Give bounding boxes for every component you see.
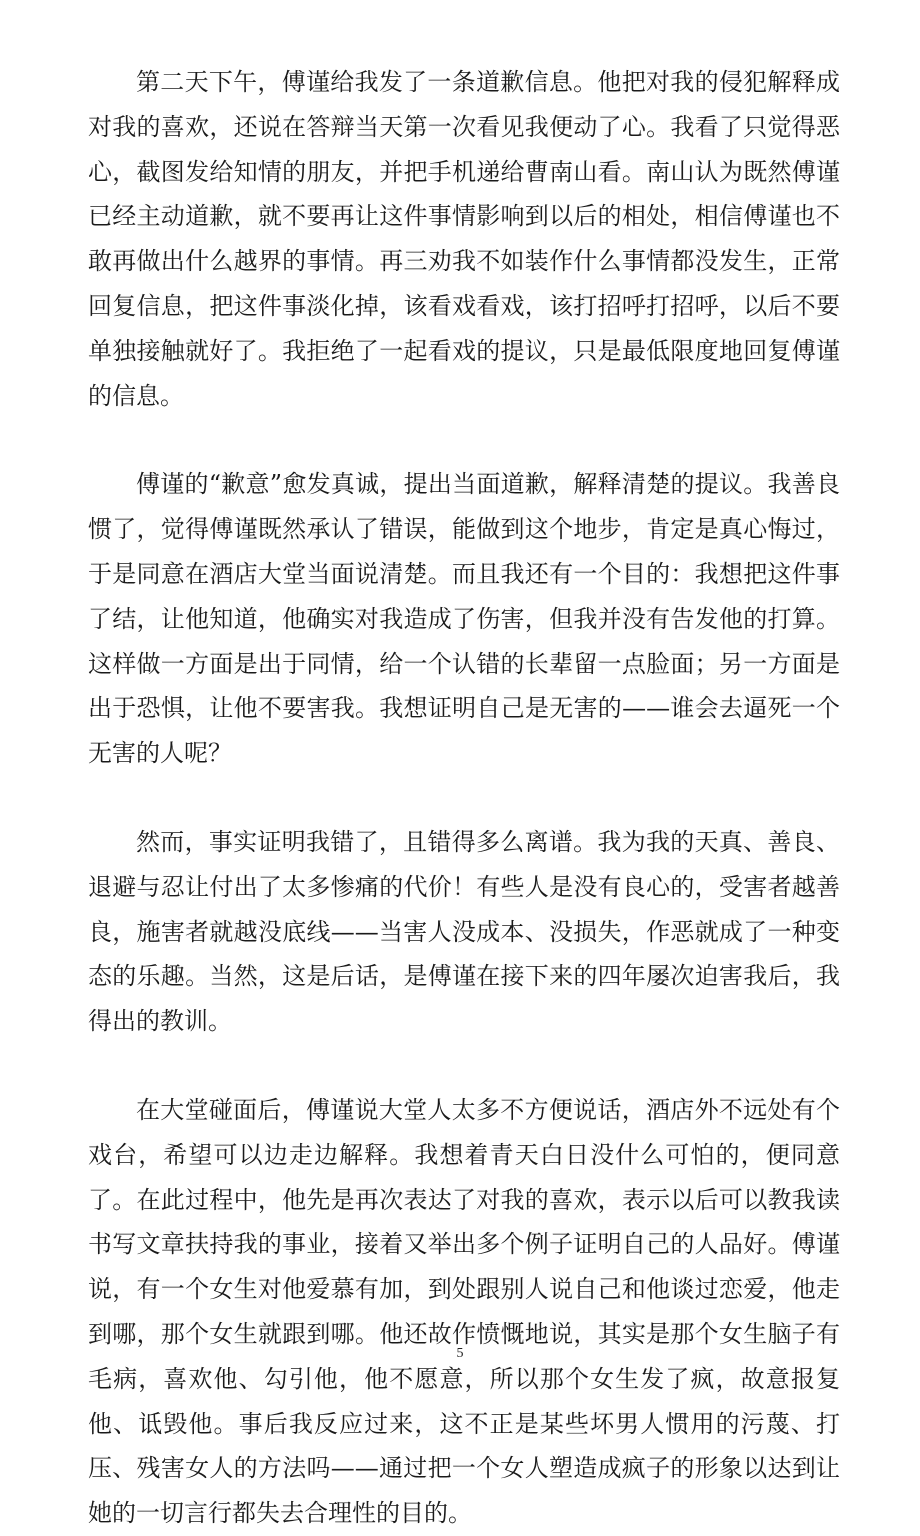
page-number: 5 xyxy=(456,1346,464,1361)
paragraph: 然而，事实证明我错了，且错得多么离谱。我为我的天真、善良、退避与忍让付出了太多惨痛的代价！有些人是没有良心的，受害者越善良，施害者就越没底线——当害人没成本、没损失，作恶就成了一种变态的乐趣。当然，这是后话，是傅谨在接下来的四年屡次迫害我后，我得出的教训。 xyxy=(88,827,840,1036)
paragraph: 第二天下午，傅谨给我发了一条道歉信息。他把对我的侵犯解释成对我的喜欢，还说在答辩当天第一次看见我便动了心。我看了只觉得恶心，截图发给知情的朋友，并把手机递给曹南山看。南山认为既然傅谨已经主动道歉，就不要再让这件事情影响到以后的相处，相信傅谨也不敢再做出什么越界的事情。再三劝我不如装作什么事情都没发生，正常回复信息，把这件事淡化掉，该看戏看戏，该打招呼打招呼，以后不要单独接触就好了。我拒绝了一起看戏的提议，只是最低限度地回复傅谨的信息。 xyxy=(88,68,840,410)
paragraph: 在大堂碰面后，傅谨说大堂人太多不方便说话，酒店外不远处有个戏台，希望可以边走边解释。我想着青天白日没什么可怕的，便同意了。在此过程中，他先是再次表达了对我的喜欢，表示以后可以教我读书写文章扶持我的事业，接着又举出多个例子证明自己的人品好。傅谨说，有一个女生对他爱慕有加，到处跟别人说自己和他谈过恋爱，他走到哪，那个女生就跟到哪。他还故作愤慨地说，其实是那个女生脑子有毛病，喜欢他、勾引他，他不愿意，所以那个女生发了疯，故意报复他、诋毁他。事后我反应过来，这不正是某些坏男人惯用的污蔑、打压、残害女人的方法吗——通过把一个女人塑造成疯子的形象以达到让她的一切言行都失去合理性的目的。 xyxy=(88,1095,840,1528)
paragraph: 傅谨的“歉意”愈发真诚，提出当面道歉，解释清楚的提议。我善良惯了，觉得傅谨既然承认了错误，能做到这个地步，肯定是真心悔过，于是同意在酒店大堂当面说清楚。而且我还有一个目的：我想把这件事了结，让他知道，他确实对我造成了伤害，但我并没有告发他的打算。这样做一方面是出于同情，给一个认错的长辈留一点脸面；另一方面是出于恐惧，让他不要害我。我想证明自己是无害的——谁会去逼死一个无害的人呢？ xyxy=(88,470,840,768)
document-page xyxy=(88,60,840,1536)
